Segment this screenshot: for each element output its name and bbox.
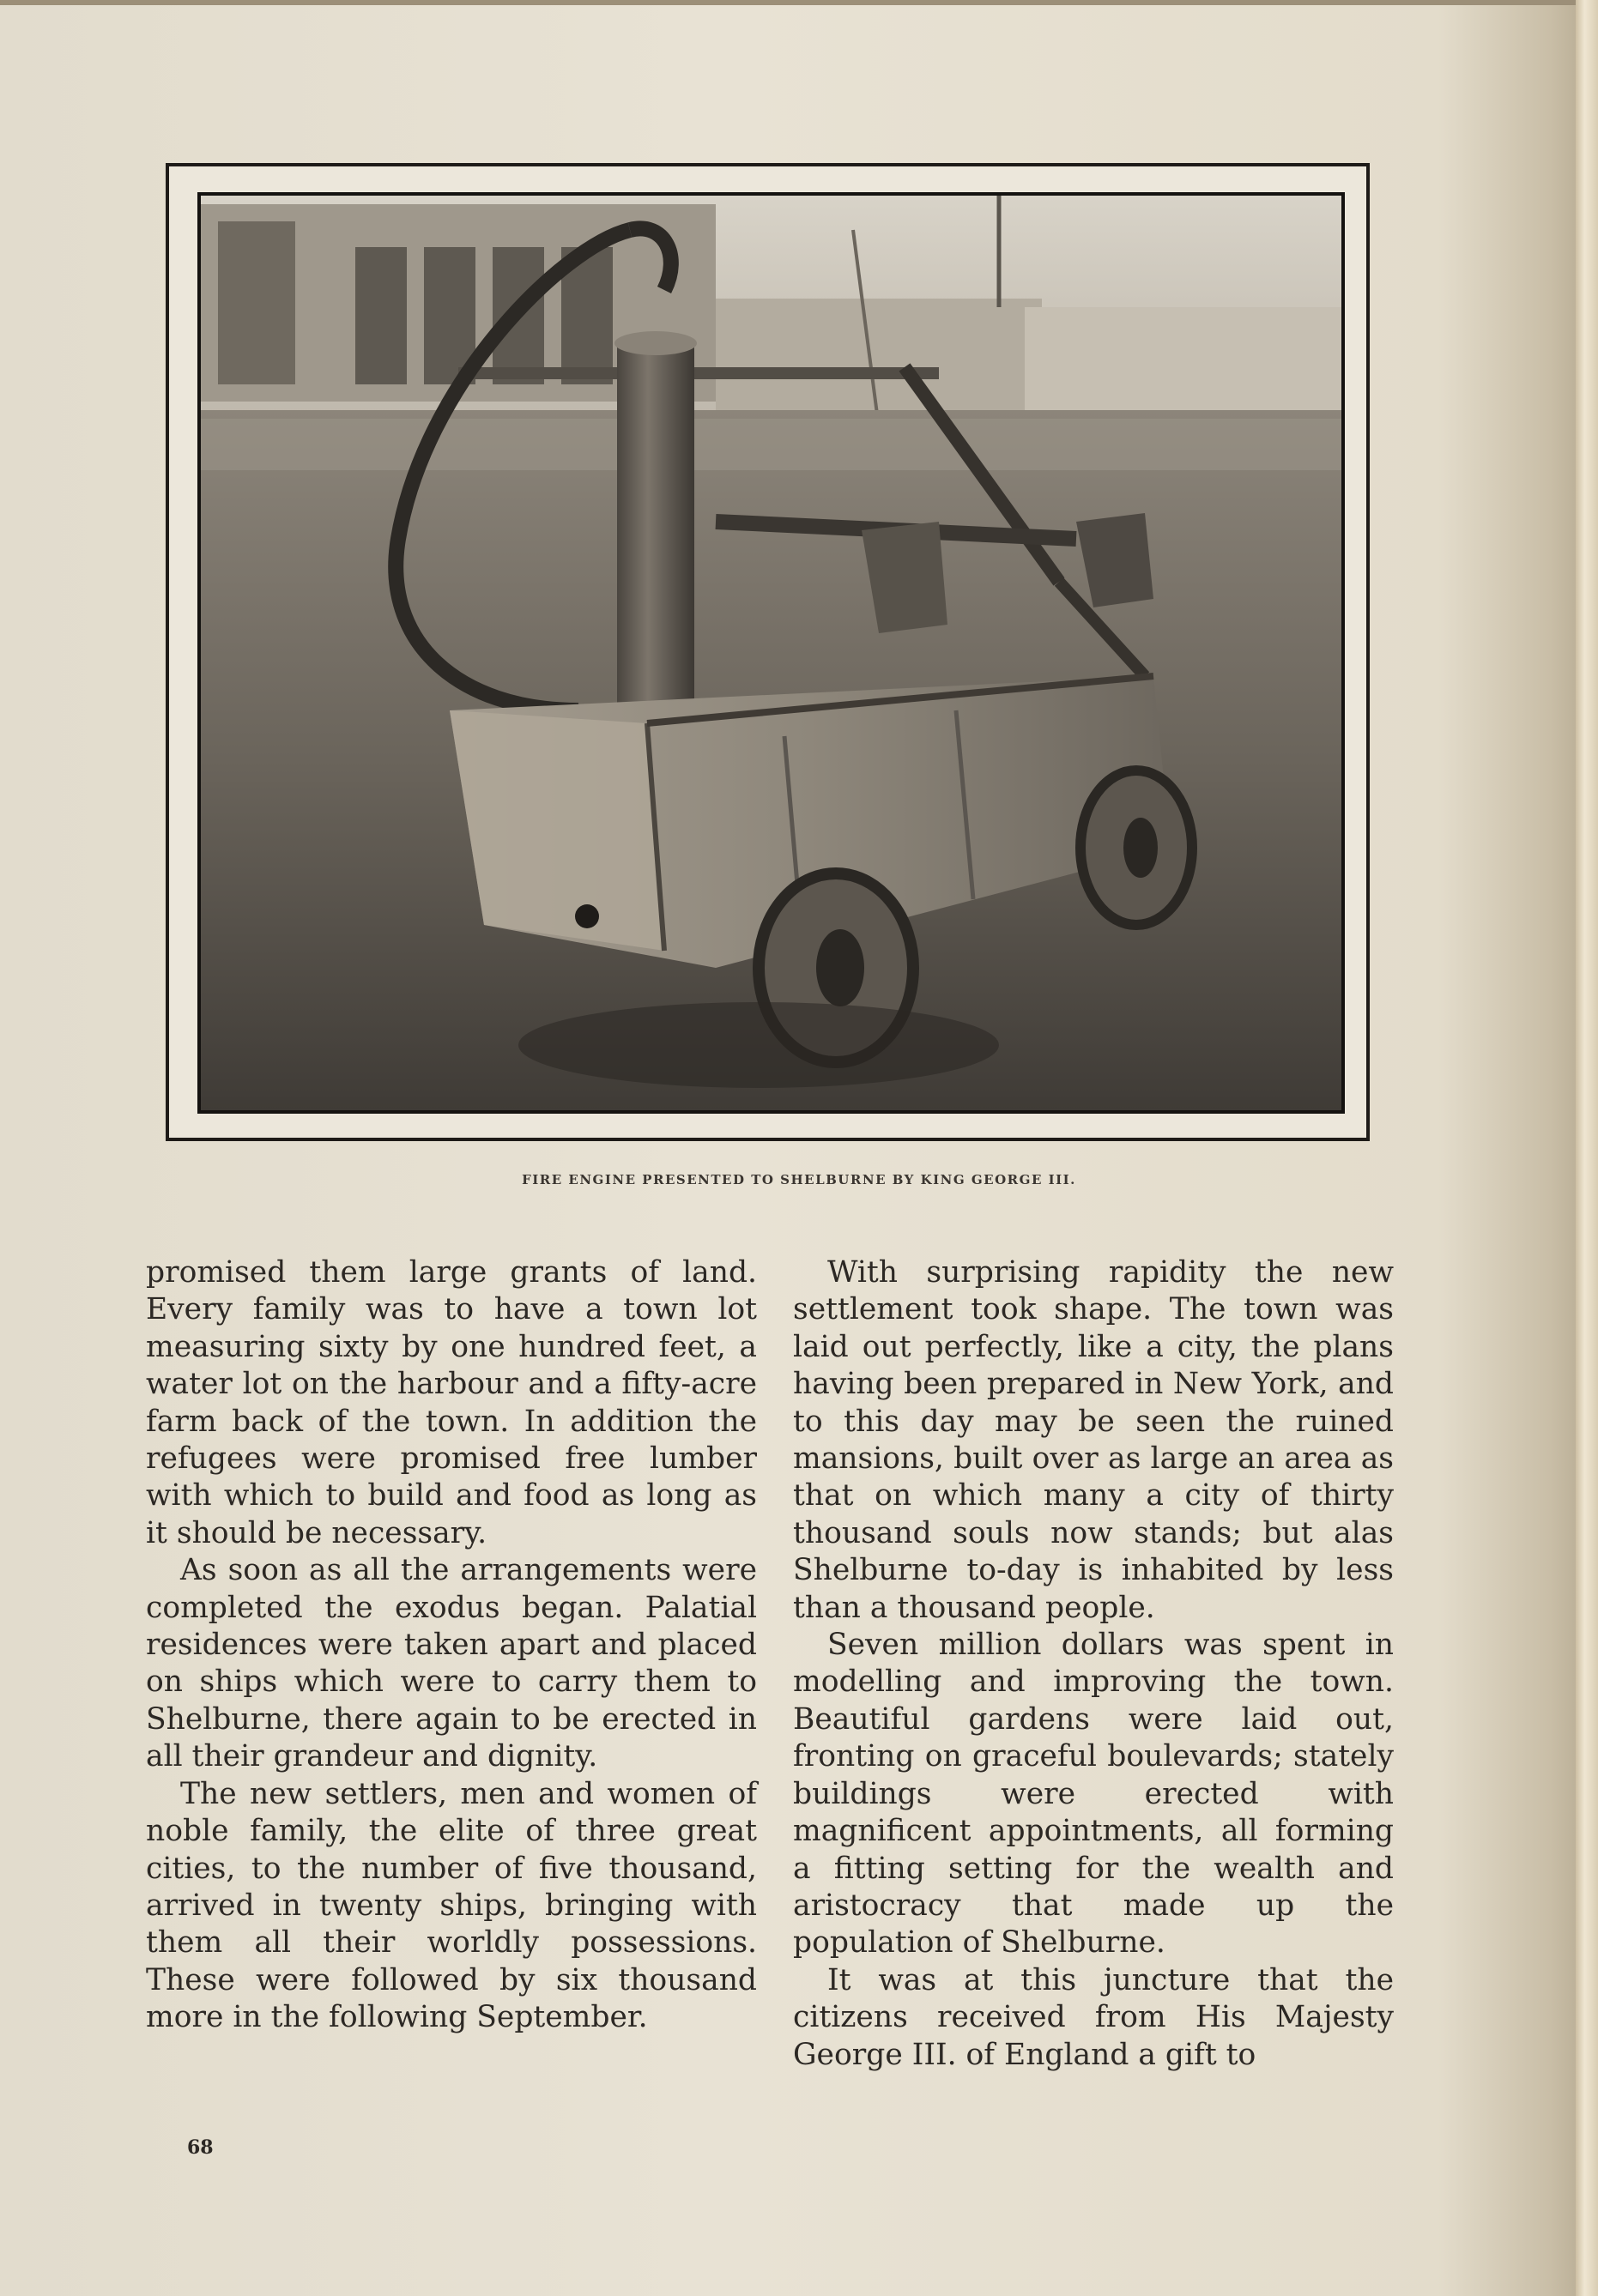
figure-caption: FIRE ENGINE PRESENTED TO SHELBURNE BY KING GEORGE III. xyxy=(522,1172,1076,1187)
paragraph: As soon as all the arrangements were completed the exodus began. Palatial residences were taken apart and placed on ships which were to carry them to Shelburne, there again to be erected in all their grandeur and dignity. xyxy=(146,1553,757,1774)
right-text-column xyxy=(793,1254,1394,2074)
fire-engine-photo xyxy=(197,192,1345,1114)
paragraph: The new settlers, men and women of noble family, the elite of three great cities, to the number of five thousand, arrived in twenty ships, bringing with them all their worldly possessions. These were followed by six thousand more in the following September. xyxy=(146,1776,757,2035)
paragraph: Seven million dollars was spent in modelling and improving the town. Beautiful gardens were laid out, fronting on graceful boulevards; stately buildings were erected with magnificent appointments, all forming a fitting setting for the wealth and aristocracy that made up the population of Shelburne. xyxy=(793,1628,1394,1961)
paragraph: promised them large grants of land. Every family was to have a town lot measuring sixty by one hundred feet, a water lot on the harbour and a fifty-acre farm back of the town. In addition the refugees were promised free lumber with which to build and food as long as it should be necessary. xyxy=(146,1255,757,1550)
page-number: 68 xyxy=(187,2136,214,2159)
page-top-edge xyxy=(0,0,1598,5)
paragraph: With surprising rapidity the new settlement took shape. The town was laid out perfectly, like a city, the plans having been prepared in New York, and to this day may be seen the ruined mansions, built over as large an area as that on which many a city of thirty thousand souls now stands; but alas Shelburne to-day is inhabited by less than a thousand people. xyxy=(793,1255,1394,1625)
page-right-edge xyxy=(1576,0,1598,2296)
paragraph: It was at this juncture that the citizens received from His Majesty George III. of England a gift to xyxy=(793,1962,1394,2072)
left-text-column xyxy=(146,1254,757,2037)
